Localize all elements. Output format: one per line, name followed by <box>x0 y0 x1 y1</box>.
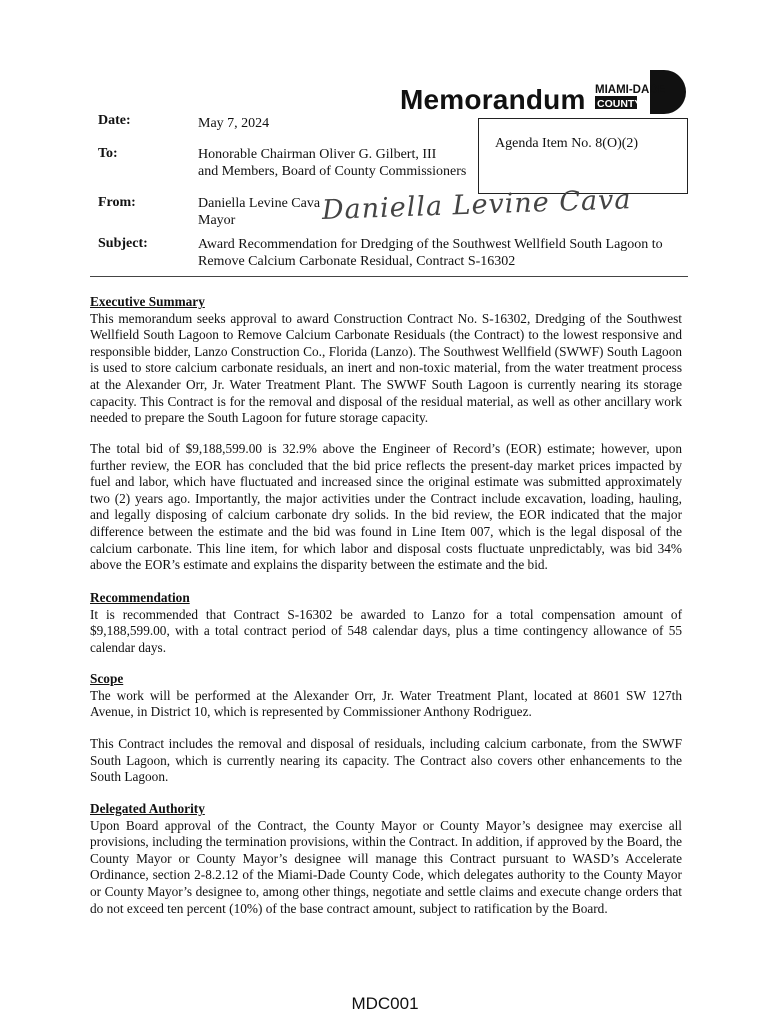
delegated-authority-section <box>90 801 682 917</box>
subject-line-2: Remove Calcium Carbonate Residual, Contract S-16302 <box>198 254 516 269</box>
subject-text <box>198 236 663 270</box>
scope-paragraph-1: The work will be performed at the Alexander Orr, Jr. Water Treatment Plant, located at 8601 SW 127th Avenue, in District 10, which is represented by Commissioner Anthony Rodriguez. <box>90 687 682 720</box>
delegated-authority-paragraph: Upon Board approval of the Contract, the County Mayor or County Mayor’s designee may exercise all provisions, including the termination provisions, within the Contract. In addition, if approved by the Board, the County Mayor or County Mayor’s designee will manage this Contract pursuant to WASD’s Accelerate Ordinance, section 2-8.2.12 of the Miami-Dade County Code, which delegates authority to the County Mayor or County Mayor’s designee to, among other things, negotiate and settle claims and execute change orders that do not exceed ten percent (10%) of the base contract amount, subject to ratification by the Board. <box>90 817 682 916</box>
page-footer-code: MDC001 <box>351 994 419 1013</box>
executive-summary-paragraph-2-block <box>90 441 682 574</box>
executive-summary-section <box>90 294 682 427</box>
date-label: Date: <box>98 113 131 128</box>
scope-heading: Scope <box>90 671 124 686</box>
logo-line1: MIAMI-DADE <box>595 84 666 96</box>
memo-title: Memorandum <box>400 84 586 115</box>
signature: Daniella Levine Cava <box>321 184 632 226</box>
recommendation-heading: Recommendation <box>90 590 190 605</box>
from-label: From: <box>98 195 136 210</box>
scope-section <box>90 671 682 721</box>
recommendation-section <box>90 590 682 656</box>
agenda-item-box <box>478 118 688 194</box>
to-line-1: Honorable Chairman Oliver G. Gilbert, III <box>198 147 437 162</box>
logo-line2: COUNTY <box>597 98 642 110</box>
header-divider <box>90 276 688 277</box>
to-label: To: <box>98 146 118 161</box>
date-value: May 7, 2024 <box>198 116 270 131</box>
scope-paragraph-2-block <box>90 736 682 786</box>
miami-dade-county-logo <box>594 68 688 114</box>
delegated-authority-heading: Delegated Authority <box>90 801 205 816</box>
from-line-2: Mayor <box>198 213 236 228</box>
agenda-item-number: Agenda Item No. 8(O)(2) <box>495 136 639 151</box>
from-line-1: Daniella Levine Cava <box>198 196 321 211</box>
executive-summary-paragraph-2: The total bid of $9,188,599.00 is 32.9% above the Engineer of Record’s (EOR) estimate; however, upon further review, the EOR has concluded that the bid price reflects the present-day market prices impacted by fuel and labor, which have fluctuated and increased since the original estimate was submitted approximately two (2) years ago. Importantly, the major activities under the Contract include excavation, loading, hauling, and legally disposing of calcium carbonate dry solids. In the bid review, the EOR indicated that the major difference between the estimate and the bid was found in Line Item 007, which is the legal disposal of the calcium carbonate. This line item, for which labor and disposal costs fluctuate unpredictably, was bid 34% above the EOR’s estimate and explains the disparity between the estimate and the bid. <box>90 441 682 573</box>
recommendation-paragraph: It is recommended that Contract S-16302 be awarded to Lanzo for a total compensation amount of $9,188,599.00, with a total contract period of 548 calendar days, plus a time contingency allowance of 55 calendar days. <box>90 606 682 655</box>
subject-line-1: Award Recommendation for Dredging of the Southwest Wellfield South Lagoon to <box>198 237 663 252</box>
to-recipients <box>198 146 466 180</box>
executive-summary-paragraph-1: This memorandum seeks approval to award Construction Contract No. S-16302, Dredging of the Southwest Wellfield South Lagoon to Remove Calcium Carbonate Residuals (the Contract) to the lowest responsive and responsible bidder, Lanzo Construction Co., Florida (Lanzo). The Southwest Wellfield (SWWF) South Lagoon is used to store calcium carbonate residuals, an inert and non-toxic material, from the water treatment process at the Alexander Orr, Jr. Water Treatment Plant. The SWWF South Lagoon is currently nearing its storage capacity. This Contract is for the removal and disposal of the residual material, as well as other ancillary work needed to prepare the South Lagoon for future storage capacity. <box>90 310 682 426</box>
from-sender <box>198 195 320 229</box>
scope-paragraph-2: This Contract includes the removal and disposal of residuals, including calcium carbonate, from the SWWF South Lagoon, which is currently nearing its capacity. The Contract also covers other enhancements to the South Lagoon. <box>90 736 682 785</box>
to-line-2: and Members, Board of County Commissioners <box>198 164 467 179</box>
subject-label: Subject: <box>98 236 148 251</box>
executive-summary-heading: Executive Summary <box>90 294 205 309</box>
